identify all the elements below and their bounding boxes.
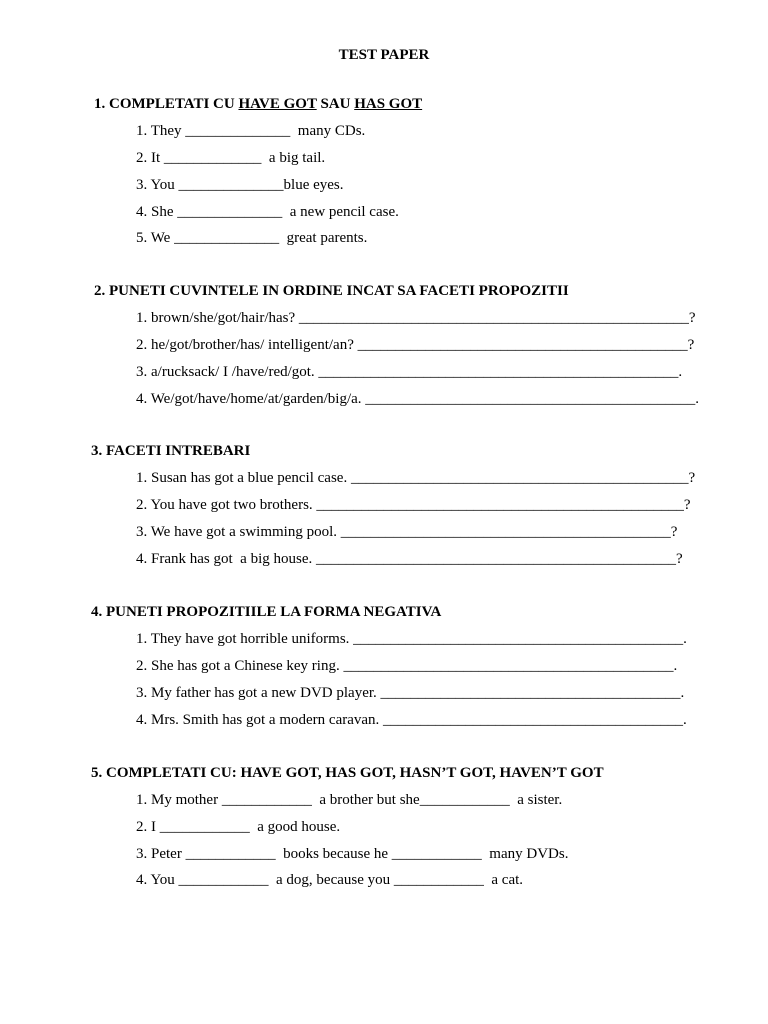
section-5-item-3: 3. Peter ____________ books because he ____________ many DVDs. bbox=[136, 846, 569, 862]
section-1-item-4: 4. She ______________ a new pencil case. bbox=[136, 204, 399, 220]
section-2-heading: 2. PUNETI CUVINTELE IN ORDINE INCAT SA FACETI PROPOZITII bbox=[94, 283, 569, 299]
section-2-item-1: 1. brown/she/got/hair/has? ____________________________________________________? bbox=[136, 310, 696, 326]
section-5-item-2: 2. I ____________ a good house. bbox=[136, 819, 341, 835]
section-5-item-4: 4. You ____________ a dog, because you ____________ a cat. bbox=[136, 872, 524, 888]
page-title: TEST PAPER bbox=[338, 47, 430, 63]
section-4-item-2: 2. She has got a Chinese key ring. ____________________________________________. bbox=[136, 658, 678, 674]
section-1-heading-term-have-got: HAVE GOT bbox=[238, 96, 317, 112]
section-5-heading: 5. COMPLETATI CU: HAVE GOT, HAS GOT, HASN’T GOT, HAVEN’T GOT bbox=[91, 765, 604, 781]
section-1-item-3: 3. You ______________blue eyes. bbox=[136, 177, 344, 193]
section-5-item-1: 1. My mother ____________ a brother but she____________ a sister. bbox=[136, 792, 563, 808]
section-3-item-1: 1. Susan has got a blue pencil case. _____________________________________________? bbox=[136, 470, 696, 486]
section-2-item-4: 4. We/got/have/home/at/garden/big/a. ____________________________________________. bbox=[136, 391, 700, 407]
section-3-item-4: 4. Frank has got a big house. ________________________________________________? bbox=[136, 551, 683, 567]
section-3-item-2: 2. You have got two brothers. _________________________________________________? bbox=[136, 497, 691, 513]
section-3-heading: 3. FACETI INTREBARI bbox=[91, 443, 251, 459]
section-3-item-3: 3. We have got a swimming pool. ____________________________________________? bbox=[136, 524, 678, 540]
section-1-item-2: 2. It _____________ a big tail. bbox=[136, 150, 326, 166]
section-4-item-1: 1. They have got horrible uniforms. ____________________________________________. bbox=[136, 631, 687, 647]
section-1-item-5: 5. We ______________ great parents. bbox=[136, 230, 368, 246]
section-1-item-1: 1. They ______________ many CDs. bbox=[136, 123, 366, 139]
section-4-heading: 4. PUNETI PROPOZITIILE LA FORMA NEGATIVA bbox=[91, 604, 442, 620]
section-1-heading-mid: SAU bbox=[316, 96, 355, 112]
section-1-heading bbox=[94, 96, 422, 113]
section-4-item-3: 3. My father has got a new DVD player. ________________________________________. bbox=[136, 685, 685, 701]
section-2-item-2: 2. he/got/brother/has/ intelligent/an? ____________________________________________? bbox=[136, 337, 695, 353]
section-2-item-3: 3. a/rucksack/ I /have/red/got. ________________________________________________. bbox=[136, 364, 683, 380]
section-4-item-4: 4. Mrs. Smith has got a modern caravan. ________________________________________. bbox=[136, 712, 687, 728]
section-1-heading-prefix: 1. COMPLETATI CU bbox=[94, 96, 239, 112]
section-1-heading-term-has-got: HAS GOT bbox=[354, 96, 423, 112]
